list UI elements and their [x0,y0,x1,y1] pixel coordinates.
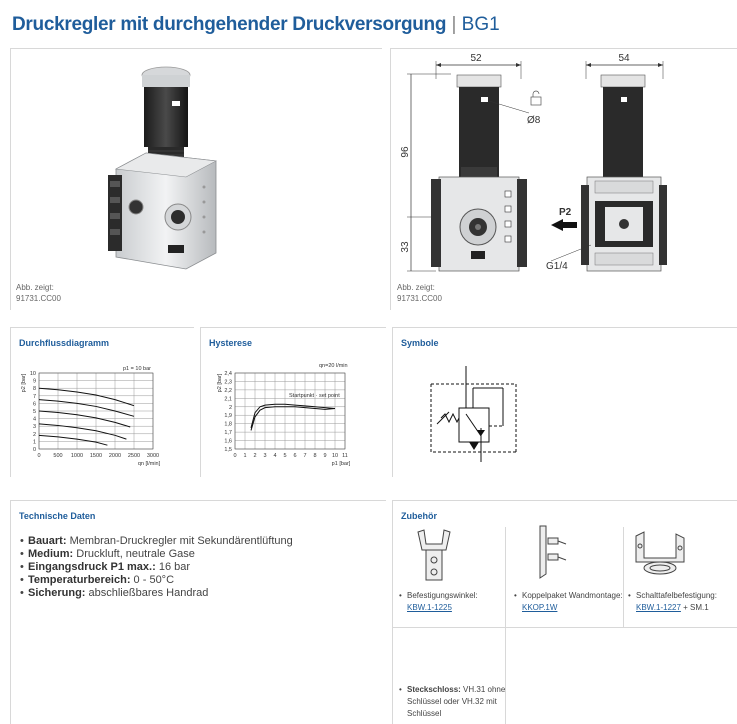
caption-line1: Abb. zeigt: [16,283,54,292]
hysteresis-chart-title: Hysterese [209,338,253,348]
x-tick-label: 2000 [108,453,122,459]
title-code: BG1 [461,14,500,35]
x-tick-label: 5 [283,453,287,459]
wall-mount-kit-icon [532,524,572,580]
hysteresis-chart [201,353,387,478]
flow-chart [11,353,195,478]
y-tick-label: 1,6 [224,438,232,445]
x-axis-label: qn [l/min] [137,461,161,467]
symbol-title: Symbole [401,338,439,348]
x-tick-label: 7 [303,453,307,459]
y-tick-label: 1,5 [224,447,232,453]
accessory-link-kbw-1227[interactable]: KBW.1-1227 [636,603,681,612]
flow-chart-title: Durchflussdiagramm [19,338,110,348]
chart-annotation: qn=20 l/min [319,363,348,369]
y-tick-label: 2,1 [224,396,232,403]
x-tick-label: 500 [53,453,63,459]
tech-data-title: Technische Daten [19,511,96,521]
tech-item: • Eingangsdruck P1 max.: 16 bar [20,561,293,574]
y-tick-label: 7 [32,393,36,400]
p2-label: P2 [559,207,572,218]
tech-data-panel [10,500,386,724]
pneumatic-symbol [411,358,541,468]
y-tick-label: 9 [32,378,36,385]
accessory-item: • Schalttafelbefestigung: KBW.1-1227 + SM.1 [628,591,717,612]
bracket-icon [414,528,454,584]
tech-item: • Temperaturbereich: 0 - 50°C [20,574,293,587]
plot-frame [235,373,345,449]
thread-label: G1/4 [546,261,568,272]
dim-diameter-label: Ø8 [527,115,541,126]
drawing-caption-line2: 91731.CC00 [397,294,442,303]
title-separator: | [451,14,457,35]
y-tick-label: 6 [32,401,36,408]
accessory-label: Schalttafelbefestigung: [636,591,717,600]
y-tick-label: 1 [32,439,36,446]
accessory-label: Befestigungswinkel: [407,591,478,600]
x-tick-label: 9 [323,453,327,459]
drawing-panel [390,48,737,310]
accessory-lock: • Steckschloss: VH.31 ohne Schlüssel oder VH.32 mit Schlüssel [399,685,506,718]
y-tick-label: 2 [228,404,232,411]
y-tick-label: 2,4 [224,371,232,377]
panel-mount-icon [632,528,692,578]
y-tick-label: 0 [32,447,36,453]
series-line [39,435,107,445]
y-tick-label: 3 [32,424,36,431]
accessory-label: Koppelpaket Wandmontage: [522,591,623,600]
y-tick-label: 1,9 [224,413,232,420]
accessory-suffix: + SM.1 [680,603,709,612]
x-tick-label: 10 [331,453,339,459]
series-line [251,407,335,431]
product-image [106,57,306,277]
chart-annotation: p1 = 10 bar [123,366,151,372]
y-tick-label: 8 [32,386,36,393]
dim-height-top-label: 96 [400,146,411,158]
accessory-item: • Koppelpaket Wandmontage: KKOP.1W [514,591,623,612]
x-tick-label: 4 [273,453,277,459]
accessories-title: Zubehör [401,511,437,521]
accessory-link-kkop-1w[interactable]: KKOP.1W [522,603,558,612]
y-tick-label: 2 [32,431,36,438]
product-image-panel [10,48,382,310]
product-image-caption [16,282,61,304]
x-tick-label: 0 [37,453,41,459]
symbol-panel [392,327,737,477]
tech-item: • Bauart: Membran-Druckregler mit Sekundärentlüftung [20,535,293,548]
series-line [39,388,134,405]
y-axis-label: p2 [bar] [21,373,27,393]
technical-drawing [391,49,737,274]
y-tick-label: 2,3 [224,379,232,386]
x-tick-label: 2500 [127,453,141,459]
tech-item: • Medium: Druckluft, neutrale Gase [20,548,293,561]
tech-item: • Sicherung: abschließbares Handrad [20,587,293,600]
x-tick-label: 3 [263,453,267,459]
x-axis-label: p1 [bar] [331,461,351,467]
x-tick-label: 0 [233,453,237,459]
chart-annotation: Startpunkt · set point [289,393,340,399]
tech-data-list [20,535,293,600]
y-tick-label: 1,8 [224,421,232,428]
lock-label: Steckschloss: [407,685,461,694]
accessory-item: • Befestigungswinkel: KBW.1-1225 [399,591,478,612]
x-tick-label: 1500 [89,453,103,459]
y-tick-label: 5 [32,409,36,415]
x-tick-label: 11 [342,453,348,459]
hysteresis-chart-panel [200,327,386,477]
x-tick-label: 3000 [146,453,160,459]
x-tick-label: 8 [313,453,317,459]
x-tick-label: 6 [293,453,297,459]
accessory-link-kbw-1225[interactable]: KBW.1-1225 [407,603,452,612]
x-tick-label: 2 [253,453,257,459]
drawing-caption [397,282,442,304]
drawing-caption-line1: Abb. zeigt: [397,283,435,292]
dim-depth-label: 54 [618,53,630,64]
caption-line2: 91731.CC00 [16,294,61,303]
y-tick-label: 4 [32,416,36,423]
y-axis-label: p2 [bar] [217,373,223,393]
x-tick-label: 1 [243,453,247,459]
dim-width-label: 52 [470,53,482,64]
x-tick-label: 1000 [70,453,84,459]
y-tick-label: 2,2 [224,387,232,394]
flow-chart-panel [10,327,194,477]
page-title [12,14,500,36]
y-tick-label: 1,7 [224,430,232,437]
y-tick-label: 10 [29,371,36,377]
title-text: Druckregler mit durchgehender Druckversorgung [12,14,447,35]
dim-height-bottom-label: 33 [400,241,411,253]
series-line [39,400,134,417]
